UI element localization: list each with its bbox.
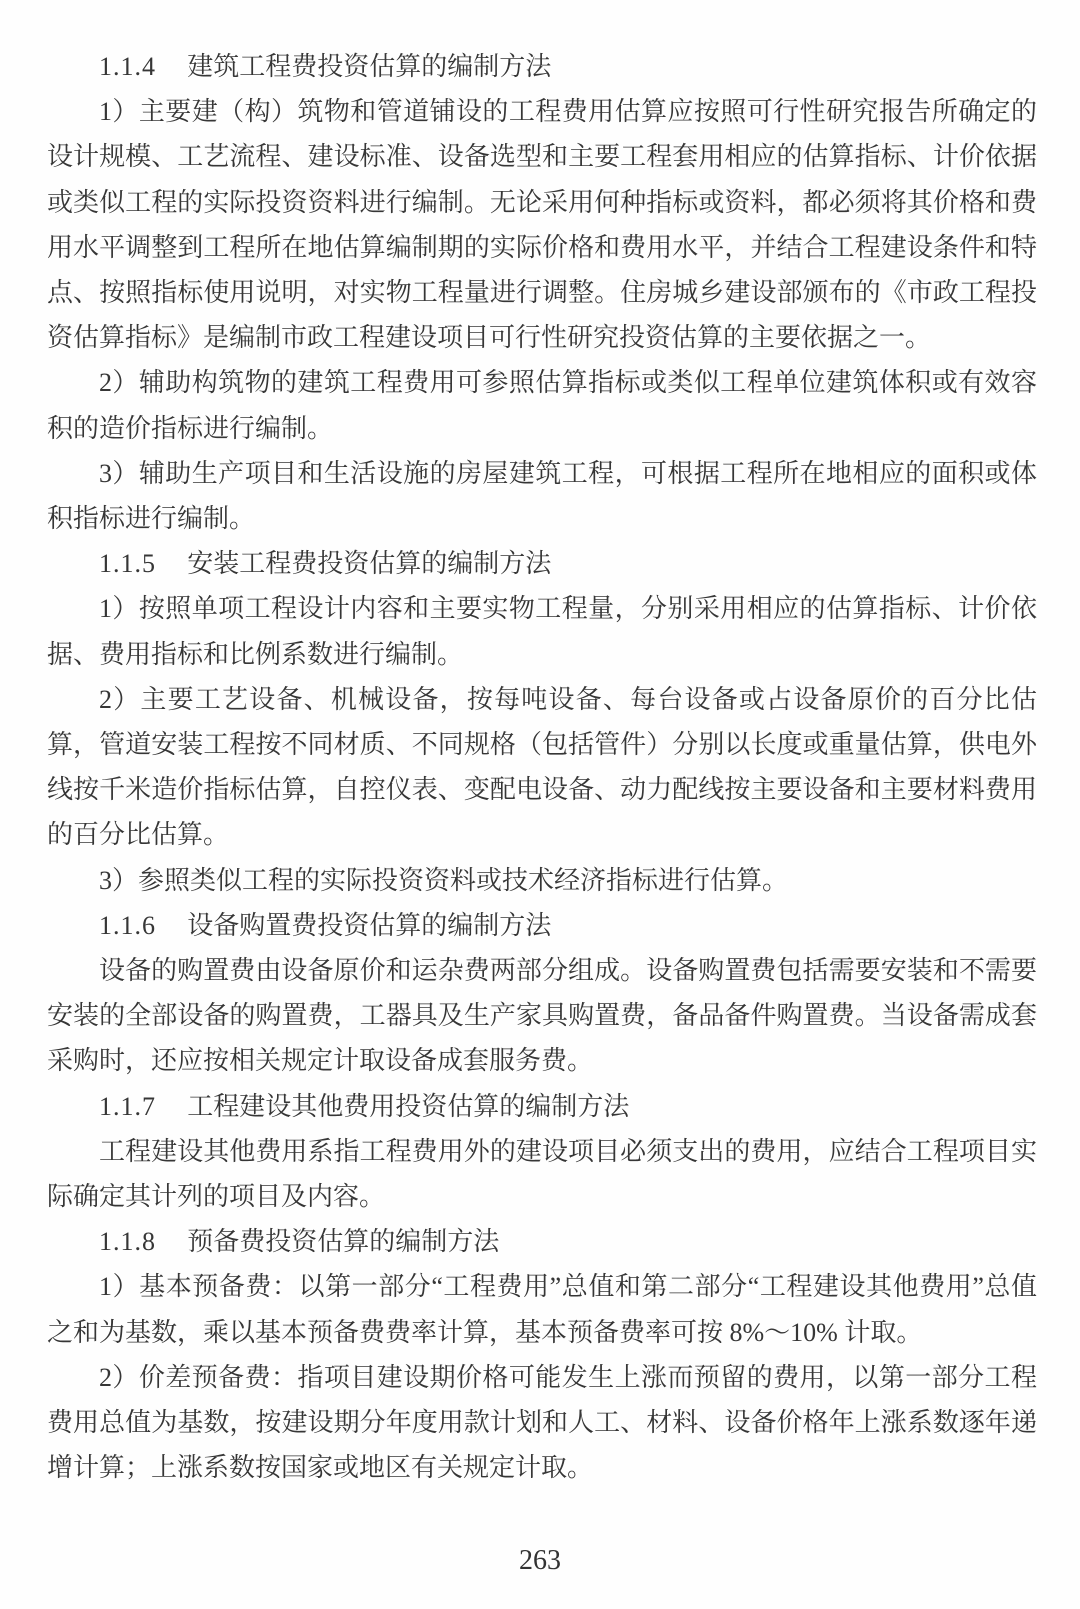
page-number: 263: [519, 1545, 561, 1576]
body-paragraph: 1）按照单项工程设计内容和主要实物工程量，分别采用相应的估算指标、计价依据、费用指标和比例系数进行编制。: [47, 594, 1037, 669]
section-number: 1.1.6: [99, 910, 156, 940]
section-number: 1.1.4: [99, 52, 156, 81]
section-title: 工程建设其他费用投资估算的编制方法: [187, 1091, 630, 1121]
section-heading: [47, 1219, 1037, 1264]
body-paragraph: 2）价差预备费：指项目建设期价格可能发生上涨而预留的费用，以第一部分工程费用总值为基数，按建设期分年度用款计划和人工、材料、设备价格年上涨系数逐年递增计算；上涨系数按国家或地区有关规定计取。: [47, 1362, 1037, 1483]
section-heading: [47, 44, 1037, 89]
body-paragraph: 工程建设其他费用系指工程费用外的建设项目必须支出的费用，应结合工程项目实际确定其计列的项目及内容。: [47, 1136, 1037, 1212]
body-paragraph: 3）辅助生产项目和生活设施的房屋建筑工程，可根据工程所在地相应的面积或体积指标进行编制。: [47, 458, 1037, 534]
body-paragraph: 2）辅助构筑物的建筑工程费用可参照估算指标或类似工程单位建筑体积或有效容积的造价指标进行编制。: [47, 368, 1037, 443]
section-heading: [47, 541, 1037, 586]
section-heading: [47, 1084, 1037, 1129]
section-heading: [47, 903, 1037, 948]
section-number: 1.1.5: [99, 549, 156, 579]
body-paragraph: 设备的购置费由设备原价和运杂费两部分组成。设备购置费包括需要安装和不需要安装的全部设备的购置费，工器具及生产家具购置费，备品备件购置费。当设备需成套采购时，还应按相关规定计取设备成套服务费。: [47, 956, 1037, 1076]
body-paragraph: 1）基本预备费：以第一部分“工程费用”总值和第二部分“工程建设其他费用”总值之和为基数，乘以基本预备费费率计算，基本预备费率可按 8%～10% 计取。: [47, 1272, 1037, 1347]
section-title: 设备购置费投资估算的编制方法: [187, 910, 552, 940]
section-title: 建筑工程费投资估算的编制方法: [187, 52, 552, 81]
page-footer: [0, 1545, 1080, 1577]
document-body: [47, 44, 1037, 1491]
section-number: 1.1.8: [99, 1227, 156, 1257]
section-number: 1.1.7: [99, 1091, 156, 1121]
section-title: 安装工程费投资估算的编制方法: [187, 549, 552, 579]
section-title: 预备费投资估算的编制方法: [187, 1227, 500, 1257]
body-paragraph: 1）主要建（构）筑物和管道铺设的工程费用估算应按照可行性研究报告所确定的设计规模、工艺流程、建设标准、设备选型和主要工程套用相应的估算指标、计价依据或类似工程的实际投资资料进行编制。无论采用何种指标或资料，都必须将其价格和费用水平调整到工程所在地估算编制期的实际价格和费用水平，并结合工程建设条件和特点、按照指标使用说明，对实物工程量进行调整。住房城乡建设部颁布的《市政工程投资估算指标》是编制市政工程建设项目可行性研究投资估算的主要依据之一。: [47, 97, 1037, 353]
body-paragraph: 2）主要工艺设备、机械设备，按每吨设备、每台设备或占设备原价的百分比估算，管道安装工程按不同材质、不同规格（包括管件）分别以长度或重量估算，供电外线按千米造价指标估算，自控仪表、变配电设备、动力配线按主要设备和主要材料费用的百分比估算。: [47, 684, 1037, 850]
body-paragraph: 3）参照类似工程的实际投资资料或技术经济指标进行估算。: [99, 865, 789, 895]
